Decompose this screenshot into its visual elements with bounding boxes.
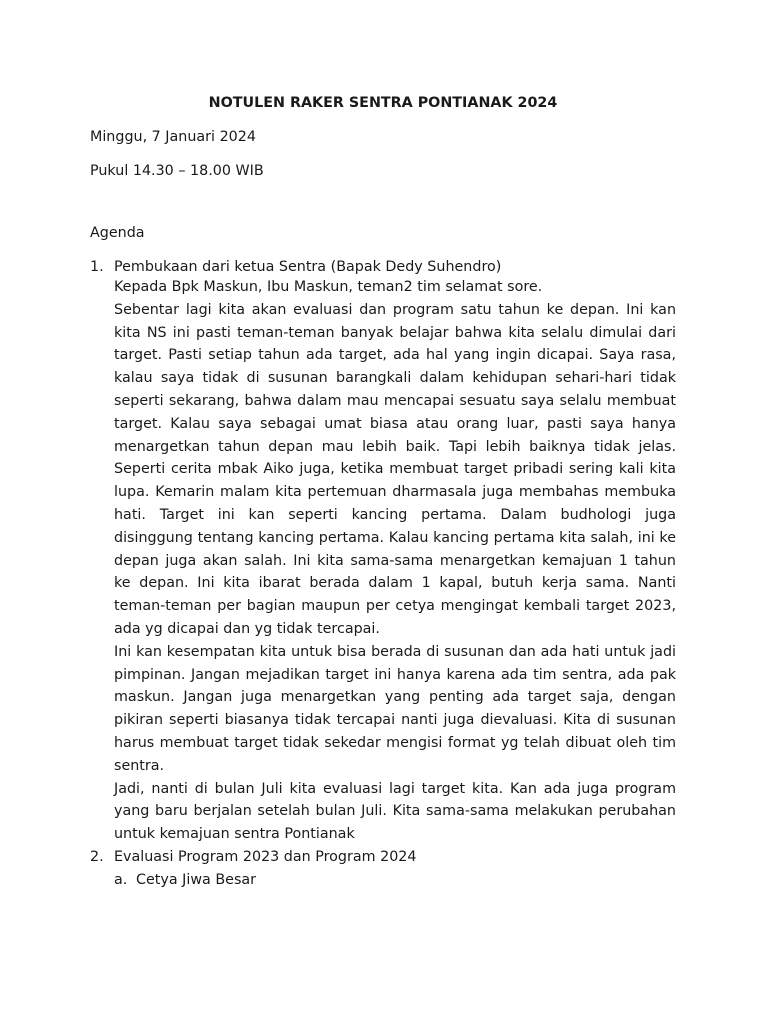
agenda-item-2-number: 2. — [90, 849, 104, 865]
paragraph-1: Sebentar lagi kita akan evaluasi dan program satu tahun ke depan. Ini kan kita NS ini pasti teman-teman banyak belajar bahwa kita selalu dimulai dari target. Pasti setiap tahun ada target, ada hal yang ingin dicapai. Saya rasa, kalau saya tidak di susunan barangkali dalam kehidupan sehari-hari tidak seperti sekarang, bahwa dalam mau mencapai sesuatu saya selalu membuat target. Kalau saya sebagai umat biasa atau orang luar, pasti saya hanya menargetkan tahun depan mau lebih baik. Tapi lebih baiknya tidak jelas. Seperti cerita mbak Aiko juga, ketika membuat target pribadi sering kali kita lupa. Kemarin malam kita pertemuan dharmasala juga membahas membuka hati. Target ini kan seperti kancing pertama. Dalam budhologi juga disinggung tentang kancing pertama. Kalau kancing pertama kita salah, ini ke depan juga akan salah. Ini kita sama-sama menargetkan kemajuan 1 tahun ke depan. Ini kita ibarat berada dalam 1 kapal, butuh kerja sama. Nanti teman-teman per bagian maupun per cetya mengingat kembali target 2023, ada yg dicapai dan yg tidak tercapai. — [114, 301, 676, 637]
agenda-item-1-body — [114, 276, 676, 846]
document-title: NOTULEN RAKER SENTRA PONTIANAK 2024 — [208, 95, 558, 111]
meeting-date: Minggu, 7 Januari 2024 — [90, 129, 256, 145]
agenda-item-2-heading: Evaluasi Program 2023 dan Program 2024 — [114, 849, 417, 865]
meeting-time: Pukul 14.30 – 18.00 WIB — [90, 163, 264, 179]
paragraph-3: Jadi, nanti di bulan Juli kita evaluasi lagi target kita. Kan ada juga program yang baru berjalan setelah bulan Juli. Kita sama-sama melakukan perubahan untuk kemajuan sentra Pontianak — [114, 780, 676, 843]
paragraph-2: Ini kan kesempatan kita untuk bisa berada di susunan dan ada hati untuk jadi pimpinan. Jangan mejadikan target ini hanya karena ada tim sentra, ada pak maskun. Jangan juga menargetkan yang penting ada target saja, dengan pikiran seperti biasanya tidak tercapai nanti juga dievaluasi. Kita di susunan harus membuat target tidak sekedar mengisi format yg telah dibuat oleh tim sentra. — [114, 643, 676, 774]
agenda-item-1-heading: Pembukaan dari ketua Sentra (Bapak Dedy Suhendro) — [114, 259, 502, 275]
greeting-line: Kepada Bpk Maskun, Ibu Maskun, teman2 tim selamat sore. — [114, 279, 543, 295]
agenda-heading: Agenda — [90, 225, 145, 241]
agenda-item-1-number: 1. — [90, 259, 104, 275]
sub-item-a-text: Cetya Jiwa Besar — [136, 872, 257, 888]
sub-item-a-letter: a. — [114, 872, 128, 888]
